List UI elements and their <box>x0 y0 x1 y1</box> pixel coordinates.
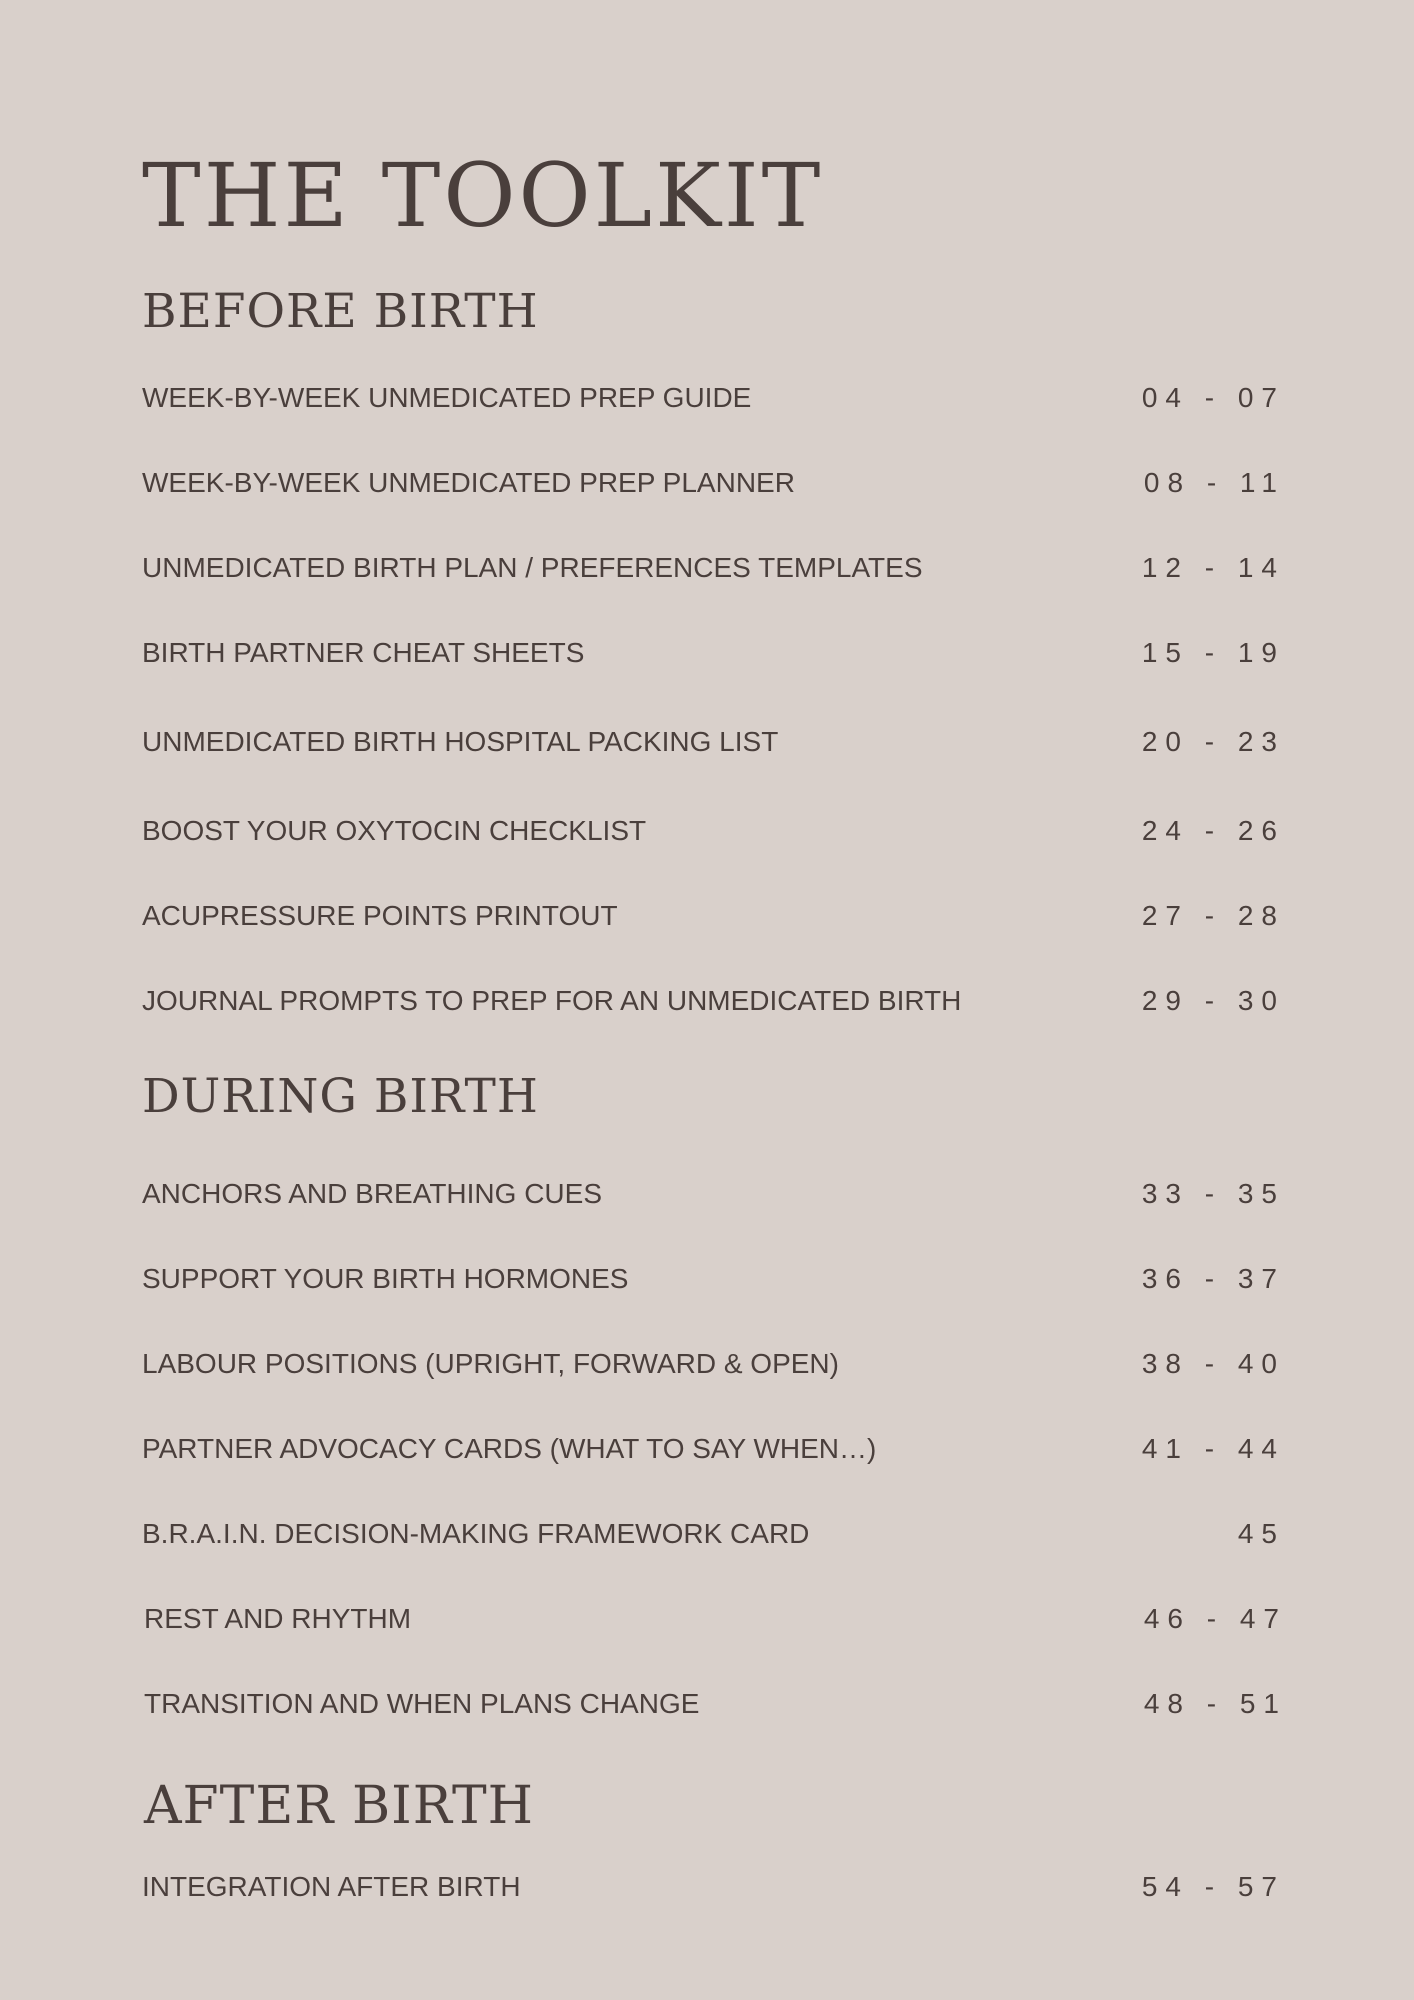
toc-entry <box>142 1429 1285 1469</box>
section-heading-after-birth: AFTER BIRTH <box>144 1776 534 1836</box>
toc-entry-pages: 45 <box>1237 1518 1285 1549</box>
toc-entry <box>142 463 1285 503</box>
toc-entry <box>142 722 1285 762</box>
toc-entry <box>142 1514 1285 1554</box>
toc-entry <box>144 1599 1287 1639</box>
toc-entry-pages: 46 - 47 <box>1143 1603 1287 1634</box>
toc-entry-title: BIRTH PARTNER CHEAT SHEETS <box>142 637 585 668</box>
toc-entry-title: UNMEDICATED BIRTH HOSPITAL PACKING LIST <box>142 726 779 757</box>
toc-entry <box>142 378 1285 418</box>
toc-entry-pages: 54 - 57 <box>1141 1871 1285 1902</box>
toc-entry <box>142 1867 1285 1907</box>
toc-entry-title: BOOST YOUR OXYTOCIN CHECKLIST <box>142 815 647 846</box>
toc-entry-pages: 41 - 44 <box>1141 1433 1285 1464</box>
toc-entry <box>142 1259 1285 1299</box>
toc-entry-title: B.R.A.I.N. DECISION-MAKING FRAMEWORK CARD <box>142 1518 810 1549</box>
toc-entry-pages: 12 - 14 <box>1141 552 1285 583</box>
page-title: THE TOOLKIT <box>142 144 824 247</box>
toc-entry-title: WEEK-BY-WEEK UNMEDICATED PREP GUIDE <box>142 382 752 413</box>
toc-entry-pages: 36 - 37 <box>1141 1263 1285 1294</box>
toc-entry-title: ANCHORS AND BREATHING CUES <box>142 1178 602 1209</box>
toc-entry <box>142 981 1285 1021</box>
toc-entry <box>142 811 1285 851</box>
toc-entry <box>142 1344 1285 1384</box>
section-heading-before-birth: BEFORE BIRTH <box>142 284 539 339</box>
toc-entry-pages: 27 - 28 <box>1141 900 1285 931</box>
toc-entry-title: LABOUR POSITIONS (UPRIGHT, FORWARD & OPEN) <box>142 1348 839 1379</box>
toc-entry-title: REST AND RHYTHM <box>144 1603 412 1634</box>
toc-entry-pages: 48 - 51 <box>1143 1688 1287 1719</box>
toc-entry-pages: 29 - 30 <box>1141 985 1285 1016</box>
toc-entry-title: SUPPORT YOUR BIRTH HORMONES <box>142 1263 629 1294</box>
toc-entry-title: TRANSITION AND WHEN PLANS CHANGE <box>144 1688 700 1719</box>
toc-entry-pages: 24 - 26 <box>1141 815 1285 846</box>
toc-entry <box>142 1174 1285 1214</box>
toc-entry-pages: 20 - 23 <box>1141 726 1285 757</box>
toc-entry <box>144 1684 1287 1724</box>
section-heading-during-birth: DURING BIRTH <box>142 1069 539 1124</box>
toc-entry-pages: 33 - 35 <box>1141 1178 1285 1209</box>
toc-entry <box>142 633 1285 673</box>
toc-entry-pages: 38 - 40 <box>1141 1348 1285 1379</box>
toc-entry-pages: 15 - 19 <box>1141 637 1285 668</box>
toc-entry-title: WEEK-BY-WEEK UNMEDICATED PREP PLANNER <box>142 467 795 498</box>
toc-entry-title: ACUPRESSURE POINTS PRINTOUT <box>142 900 618 931</box>
toc-entry <box>142 896 1285 936</box>
toc-entry-pages: 04 - 07 <box>1141 382 1285 413</box>
toc-entry-title: INTEGRATION AFTER BIRTH <box>142 1871 521 1902</box>
toc-entry-pages: 08 - 11 <box>1143 467 1285 498</box>
toc-entry-title: PARTNER ADVOCACY CARDS (WHAT TO SAY WHEN…) <box>142 1433 877 1464</box>
toc-entry-title: UNMEDICATED BIRTH PLAN / PREFERENCES TEMPLATES <box>142 552 923 583</box>
toc-entry-title: JOURNAL PROMPTS TO PREP FOR AN UNMEDICATED BIRTH <box>142 985 962 1016</box>
toc-entry <box>142 548 1285 588</box>
